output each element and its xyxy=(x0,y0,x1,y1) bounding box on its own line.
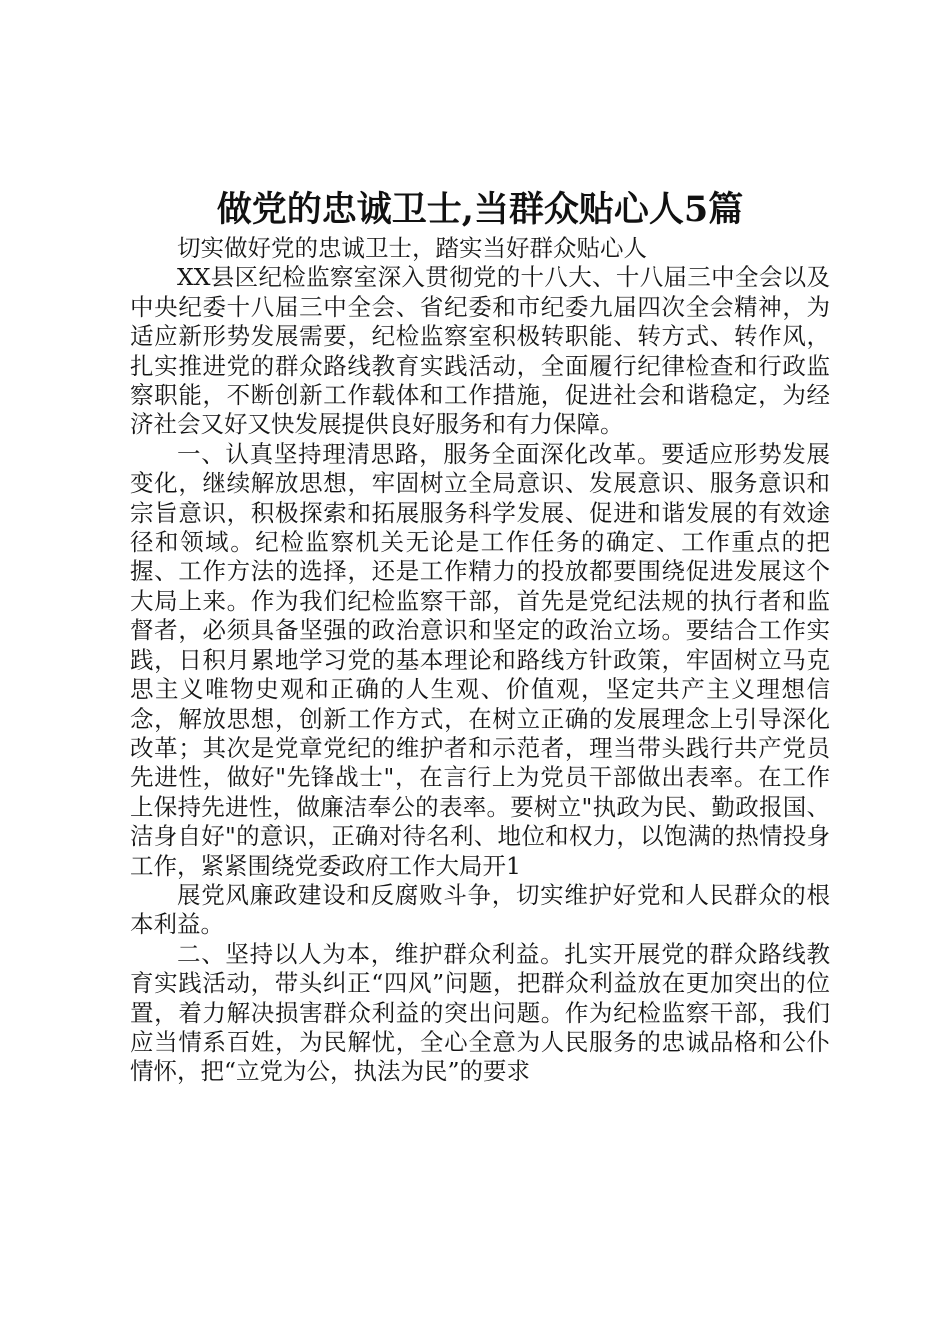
paragraph-section-two: 二、坚持以人为本，维护群众利益。扎实开展党的群众路线教育实践活动，带头纠正“四风”问题，把群众利益放在更加突出的位置，着力解决损害群众利益的突出问题。作为纪检监察干部，我们应当情系百姓，为民解忧，全心全意为人民服务的忠诚品格和公仆情怀，把“立党为公，执法为民”的要求 xyxy=(130,939,830,1086)
paragraph-subtitle: 切实做好党的忠诚卫士，踏实当好群众贴心人 xyxy=(177,234,647,262)
paragraph-section-one-continued: 展党风廉政建设和反腐败斗争，切实维护好党和人民群众的根本利益。 xyxy=(130,880,830,939)
document-title: 做党的忠诚卫士,当群众贴心人5篇 xyxy=(216,189,744,230)
paragraph-section-one: 一、认真坚持理清思路，服务全面深化改革。要适应形势发展变化，继续解放思想，牢固树立全局意识、发展意识、服务意识和宗旨意识，积极探索和拓展服务科学发展、促进和谐发展的有效途径和领域。纪检监察机关无论是工作任务的确定、工作重点的把握、工作方法的选择，还是工作精力的投放都要围绕促进发展这个大局上来。作为我们纪检监察干部，首先是党纪法规的执行者和监督者，必须具备坚强的政治意识和坚定的政治立场。要结合工作实践，日积月累地学习党的基本理论和路线方针政策，牢固树立马克思主义唯物史观和正确的人生观、价值观，坚定共产主义理想信念，解放思想，创新工作方式，在树立正确的发展理念上引导深化改革；其次是党章党纪的维护者和示范者，理当带头践行共产党员先进性，做好"先锋战士"，在言行上为党员干部做出表率。在工作上保持先进性，做廉洁奉公的表率。要树立"执政为民、勤政报国、洁身自好"的意识，正确对待名利、地位和权力，以饱满的热情投身工作，紧紧围绕党委政府工作大局开1 xyxy=(130,439,830,880)
paragraph-intro: XX县区纪检监察室深入贯彻党的十八大、十八届三中全会以及中央纪委十八届三中全会、省纪委和市纪委九届四次全会精神，为适应新形势发展需要，纪检监察室积极转职能、转方式、转作风，扎实推进党的群众路线教育实践活动，全面履行纪律检查和行政监察职能，不断创新工作载体和工作措施，促进社会和谐稳定，为经济社会又好又快发展提供良好服务和有力保障。 xyxy=(130,263,830,439)
document-body xyxy=(130,234,830,1087)
